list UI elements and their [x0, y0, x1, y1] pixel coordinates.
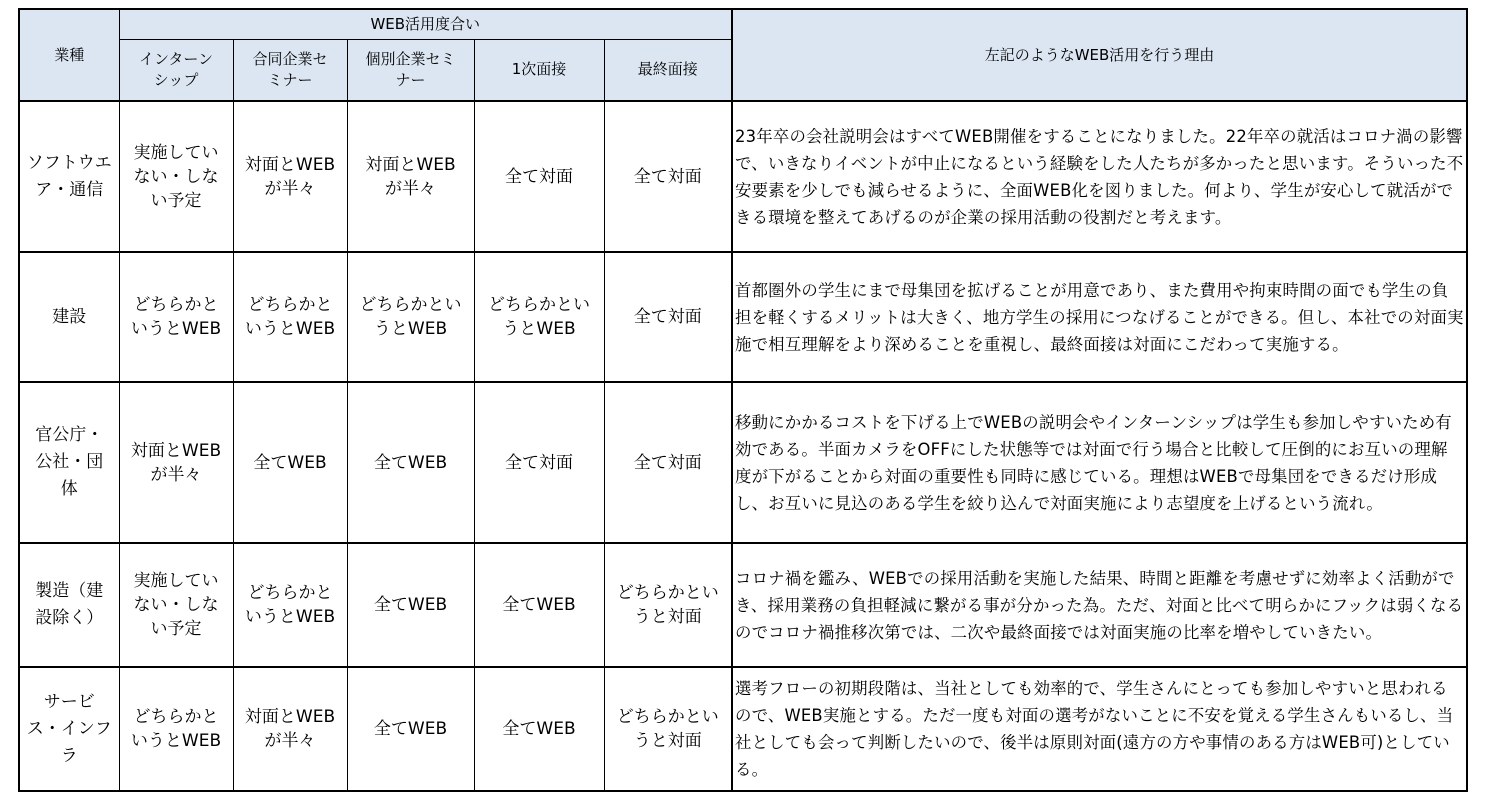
- reason-cell: 首都圏外の学生にまで母集団を拡げることが用意であり、また費用や拘束時間の面でも学生の負担を軽くするメリットは大きく、地方学生の採用につなげることができる。但し、本社での対面実施で相互理解をより深めることを重視し、最終面接は対面にこだわって実施する。: [732, 252, 1467, 382]
- industry-cell: サービ ス・インフ ラ: [19, 667, 119, 791]
- industry-cell: ソフトウエ ア・通信: [19, 101, 119, 252]
- individual-seminar-cell: 全てWEB: [347, 543, 474, 667]
- industry-cell: 官公庁・ 公社・団 体: [19, 382, 119, 543]
- industry-cell: 製造（建 設除く）: [19, 543, 119, 667]
- joint-seminar-cell: 全てWEB: [233, 382, 347, 543]
- reason-cell: コロナ禍を鑑み、WEBでの採用活動を実施した結果、時間と距離を考慮せずに効率よく活動ができ、採用業務の負担軽減に繋がる事が分かった為。ただ、対面と比べて明らかにフックは弱くなるのでコロナ禍推移次第では、二次や最終面接では対面実施の比率を増やしていきたい。: [732, 543, 1467, 667]
- final-interview-cell: どちらかとい うと対面: [604, 543, 732, 667]
- web-usage-table: [18, 8, 1468, 792]
- internship-cell: どちらかと いうとWEB: [119, 252, 233, 382]
- first-interview-cell: 全てWEB: [474, 667, 604, 791]
- header-final-interview: 最終面接: [604, 39, 732, 101]
- table-row: [19, 252, 1467, 382]
- survey-table-container: [18, 8, 1468, 792]
- internship-cell: 実施してい ない・しな い予定: [119, 543, 233, 667]
- industry-cell: 建設: [19, 252, 119, 382]
- internship-cell: 実施してい ない・しな い予定: [119, 101, 233, 252]
- reason-cell: 23年卒の会社説明会はすべてWEB開催をすることになりました。22年卒の就活はコロナ渦の影響で、いきなりイベントが中止になるという経験をした人たちが多かったと思います。そういった不安要素を少しでも減らせるように、全面WEB化を図りました。何より、学生が安心して就活ができる環境を整えてあげるのが企業の採用活動の役割だと考えます。: [732, 101, 1467, 252]
- internship-cell: 対面とWEB が半々: [119, 382, 233, 543]
- individual-seminar-cell: どちらかとい うとWEB: [347, 252, 474, 382]
- reason-cell: 選考フローの初期段階は、当社としても効率的で、学生さんにとっても参加しやすいと思われるので、WEB実施とする。ただ一度も対面の選考がないことに不安を覚える学生さんもいるし、当社としても会って判断したいので、後半は原則対面(遠方の方や事情のある方はWEB可)としている。: [732, 667, 1467, 791]
- individual-seminar-cell: 全てWEB: [347, 667, 474, 791]
- joint-seminar-cell: どちらかと いうとWEB: [233, 543, 347, 667]
- first-interview-cell: 全てWEB: [474, 543, 604, 667]
- table-row: [19, 101, 1467, 252]
- individual-seminar-cell: 全てWEB: [347, 382, 474, 543]
- final-interview-cell: 全て対面: [604, 382, 732, 543]
- final-interview-cell: 全て対面: [604, 101, 732, 252]
- header-reason: 左記のようなWEB活用を行う理由: [732, 9, 1467, 101]
- joint-seminar-cell: どちらかと いうとWEB: [233, 252, 347, 382]
- table-row: [19, 382, 1467, 543]
- individual-seminar-cell: 対面とWEB が半々: [347, 101, 474, 252]
- final-interview-cell: 全て対面: [604, 252, 732, 382]
- reason-cell: 移動にかかるコストを下げる上でWEBの説明会やインターンシップは学生も参加しやすいため有効である。半面カメラをOFFにした状態等では対面で行う場合と比較して圧倒的にお互いの理解度が下がることから対面の重要性も同時に感じている。理想はWEBで母集団をできるだけ形成し、お互いに見込のある学生を絞り込んで対面実施により志望度を上げるという流れ。: [732, 382, 1467, 543]
- header-web-usage-group: WEB活用度合い: [119, 9, 732, 39]
- joint-seminar-cell: 対面とWEB が半々: [233, 101, 347, 252]
- header-internship: インターン シップ: [119, 39, 233, 101]
- header-industry: 業種: [19, 9, 119, 101]
- header-joint-seminar: 合同企業セ ミナー: [233, 39, 347, 101]
- internship-cell: どちらかと いうとWEB: [119, 667, 233, 791]
- header-individual-seminar: 個別企業セミ ナー: [347, 39, 474, 101]
- first-interview-cell: どちらかとい うとWEB: [474, 252, 604, 382]
- first-interview-cell: 全て対面: [474, 101, 604, 252]
- final-interview-cell: どちらかとい うと対面: [604, 667, 732, 791]
- joint-seminar-cell: 対面とWEB が半々: [233, 667, 347, 791]
- table-row: [19, 667, 1467, 791]
- table-row: [19, 543, 1467, 667]
- first-interview-cell: 全て対面: [474, 382, 604, 543]
- header-first-interview: 1次面接: [474, 39, 604, 101]
